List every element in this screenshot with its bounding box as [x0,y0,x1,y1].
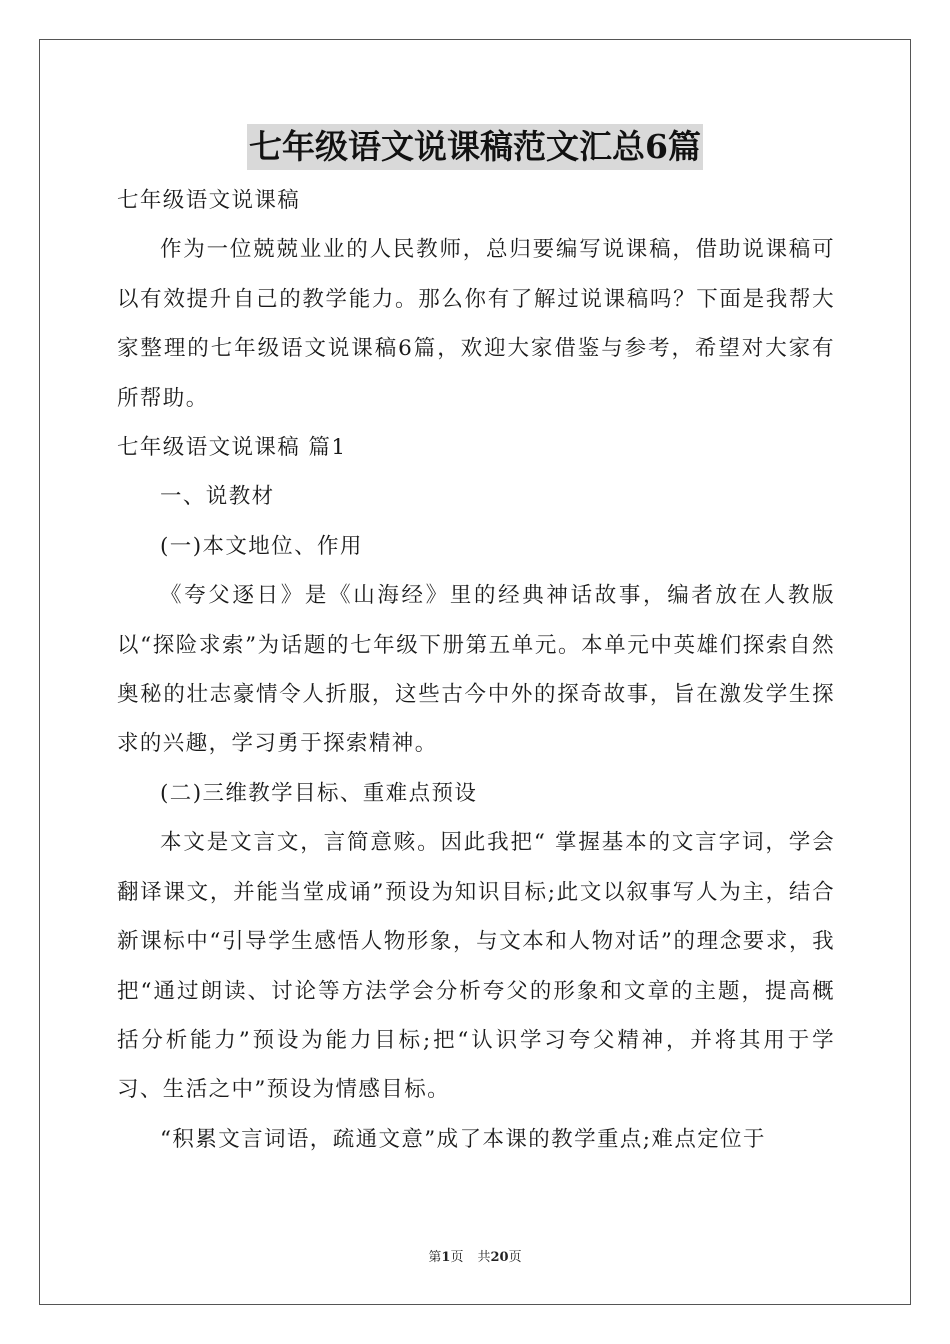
document-title: 七年级语文说课稿范文汇总6篇 [247,124,703,170]
subheading-teaching-material: 一、说教材 [160,484,275,510]
body-paragraph: “积累文言词语，疏通文意”成了本课的教学重点;难点定位于 [160,1126,766,1152]
document-body [117,176,835,1164]
intro-paragraph: 作为一位兢兢业业的人民教师，总归要编写说课稿，借助说课稿可以有效提升自己的教学能力。那么你有了解过说课稿吗？下面是我帮大家整理的七年级语文说课稿6篇，欢迎大家借鉴与参考，希望对大家有所帮助。 [117,237,835,411]
page-footer [0,1246,950,1265]
total-suffix: 页 [508,1250,522,1265]
subheading-teaching-goals: (二)三维教学目标、重难点预设 [160,780,478,806]
title-container [0,124,950,170]
page-number: 1 [441,1250,451,1265]
article-heading: 七年级语文说课稿 篇1 [117,435,347,461]
section-heading: 七年级语文说课稿 [117,188,301,213]
total-prefix: 共 [477,1250,491,1265]
subheading-position-role: (一)本文地位、作用 [160,533,363,559]
total-pages: 20 [490,1250,509,1265]
body-paragraph: 《夸父逐日》是《山海经》里的经典神话故事，编者放在人教版以“探险求索”为话题的七年级下册第五单元。本单元中英雄们探索自然奥秘的壮志豪情令人折服，这些古今中外的探奇故事，旨在激发学生探求的兴趣，学习勇于探索精神。 [117,583,835,757]
page-prefix: 第 [428,1250,442,1265]
body-paragraph: 本文是文言文，言简意赅。因此我把“ 掌握基本的文言字词，学会翻译课文，并能当堂成诵”预设为知识目标;此文以叙事写人为主，结合新课标中“引导学生感悟人物形象，与文本和人物对话”的理念要求，我把“通过朗读、讨论等方法学会分析夸父的形象和文章的主题，提高概括分析能力”预设为能力目标;把“认识学习夸父精神，并将其用于学习、生活之中”预设为情感目标。 [117,830,835,1103]
page-suffix: 页 [450,1250,464,1265]
